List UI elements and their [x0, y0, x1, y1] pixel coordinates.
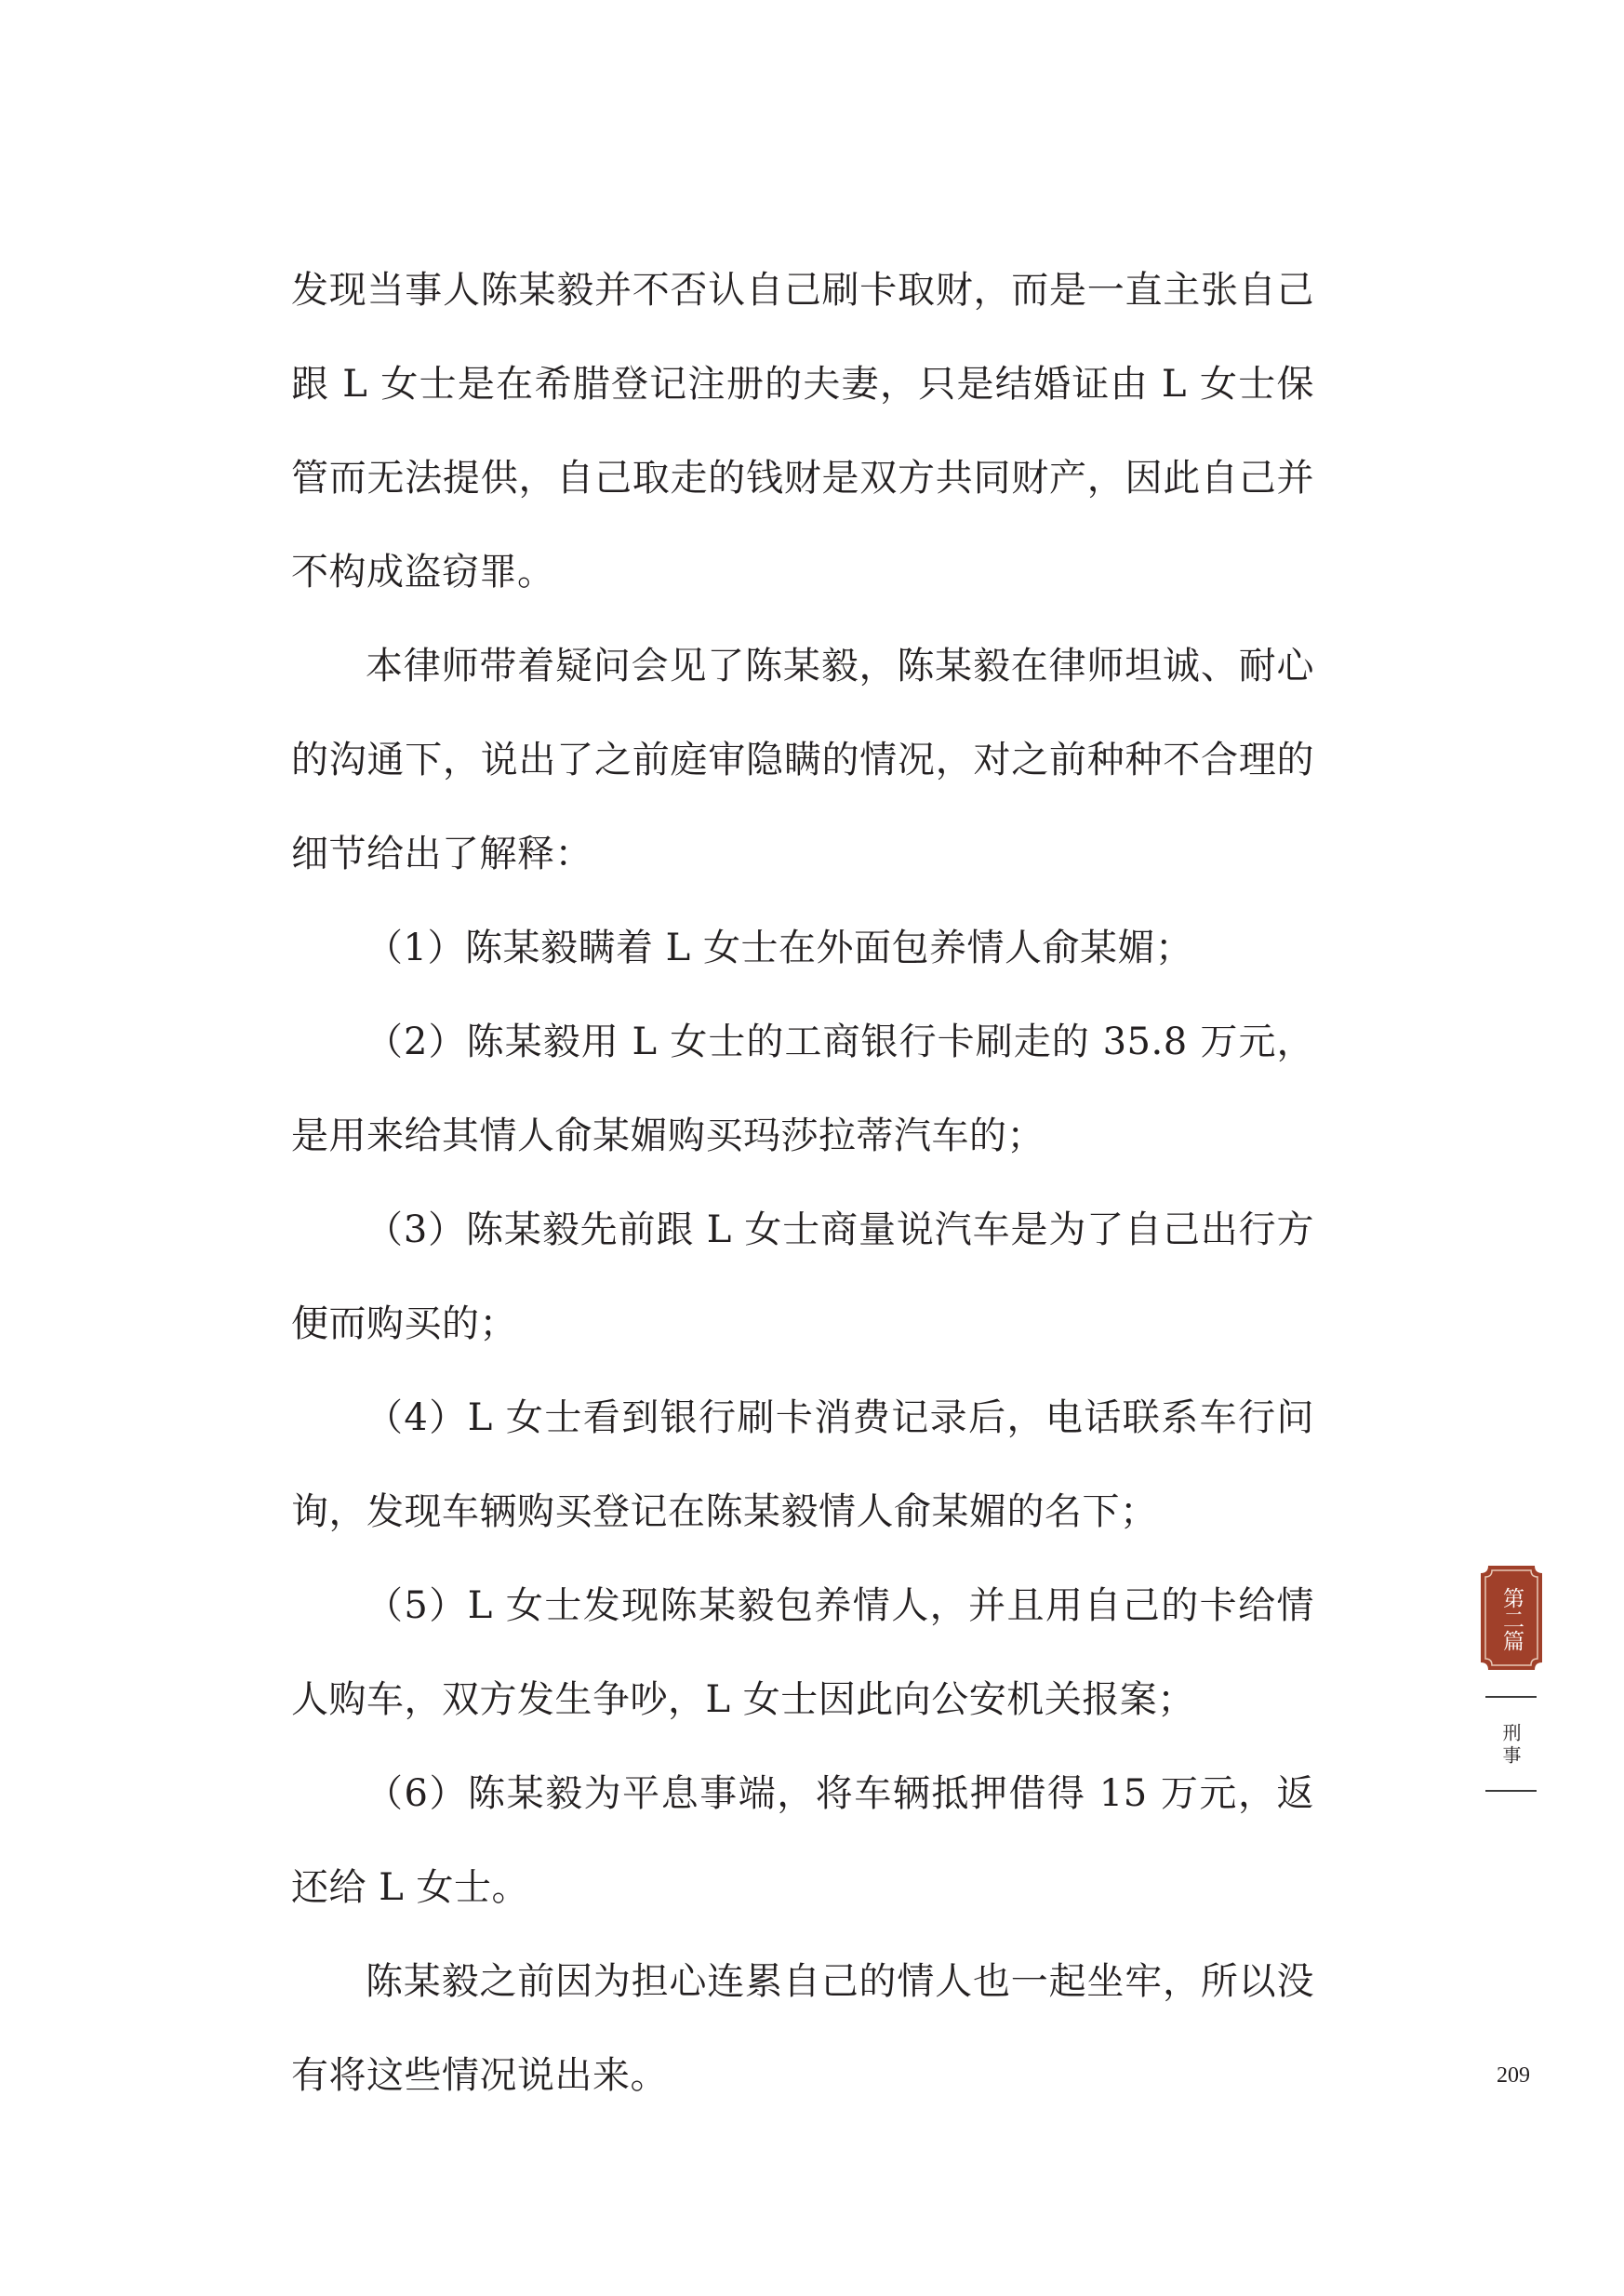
- list-item: （6）陈某毅为平息事端，将车辆抵押借得 15 万元，返还给 L 女士。: [291, 1772, 1314, 1909]
- list-item: （5）L 女士发现陈某毅包养情人，并且用自己的卡给情人购车，双方发生争吵，L 女士因此向公安机关报案；: [291, 1584, 1314, 1721]
- list-item: （1）陈某毅瞒着 L 女士在外面包养情人俞某媚；: [366, 927, 1193, 969]
- divider: [1485, 1790, 1537, 1792]
- body-text: [291, 244, 1314, 2123]
- paragraph: 发现当事人陈某毅并不否认自己刷卡取财，而是一直主张自己跟 L 女士是在希腊登记注册的夫妻，只是结婚证由 L 女士保管而无法提供，自己取走的钱财是双方共同财产，因此自己并不构成盗窃罪。: [291, 269, 1314, 594]
- list-item: （4）L 女士看到银行刷卡消费记录后，电话联系车行问询，发现车辆购买登记在陈某毅情人俞某媚的名下；: [291, 1396, 1314, 1533]
- part-tab-label: 第二篇: [1499, 1586, 1524, 1651]
- page-number: 209: [1497, 2063, 1530, 2088]
- list-item: （2）陈某毅用 L 女士的工商银行卡刷走的 35.8 万元，是用来给其情人俞某媚购买玛莎拉蒂汽车的；: [291, 1021, 1314, 1157]
- part-tab: [1481, 1566, 1542, 1670]
- section-label: 刑事: [1499, 1723, 1522, 1768]
- paragraph: 本律师带着疑问会见了陈某毅，陈某毅在律师坦诚、耐心的沟通下，说出了之前庭审隐瞒的情况，对之前种种不合理的细节给出了解释：: [291, 645, 1314, 875]
- divider: [1485, 1696, 1537, 1698]
- list-item: （3）陈某毅先前跟 L 女士商量说汽车是为了自己出行方便而购买的；: [291, 1208, 1314, 1345]
- paragraph: 陈某毅之前因为担心连累自己的情人也一起坐牢，所以没有将这些情况说出来。: [291, 1960, 1314, 2097]
